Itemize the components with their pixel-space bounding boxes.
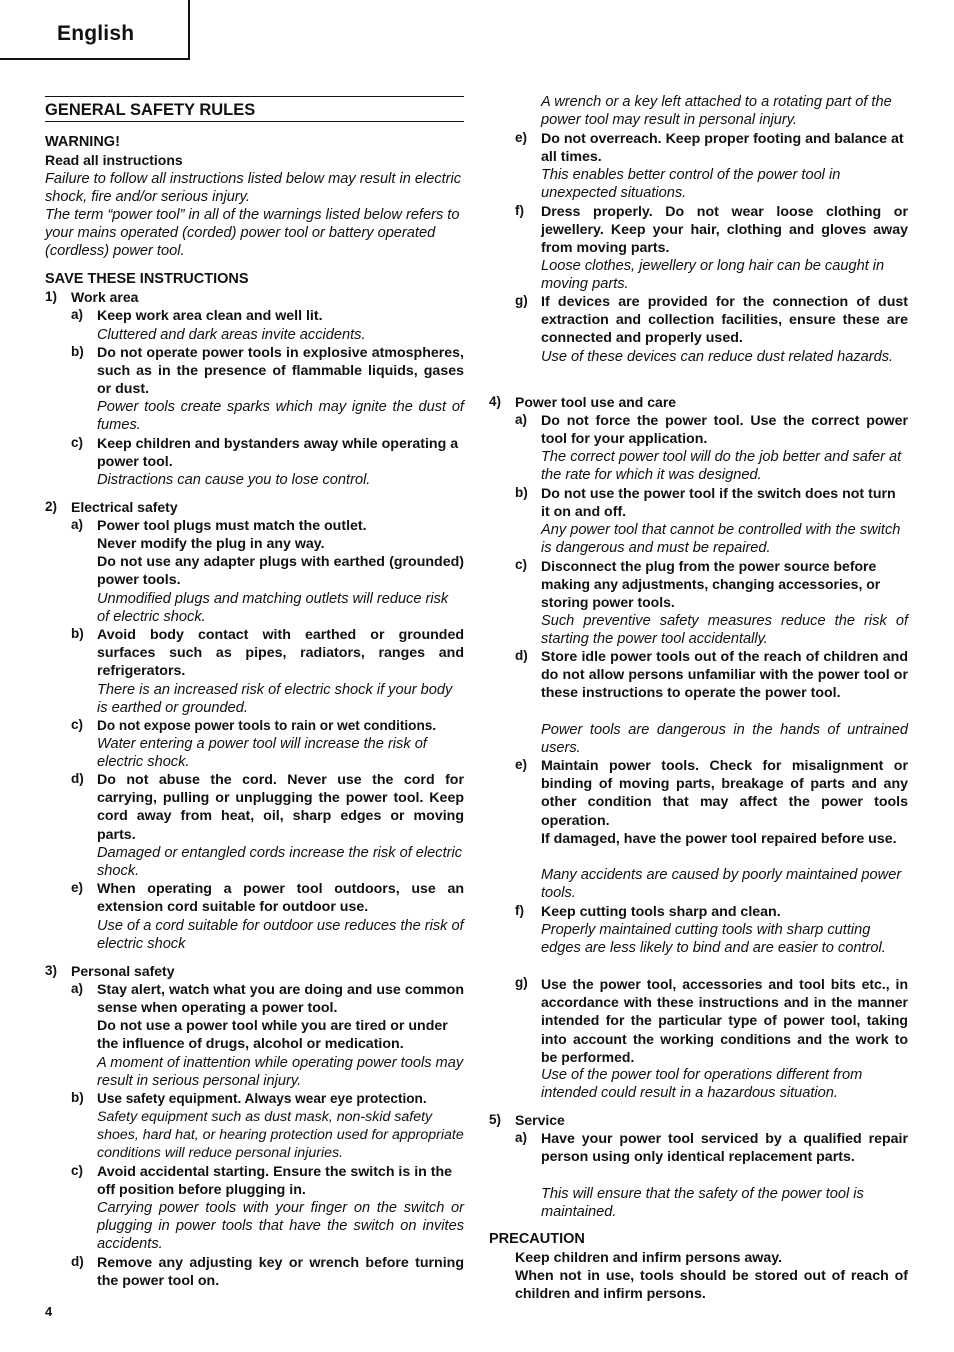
rule-text: Do not operate power tools in explosive atmospheres, such as in the presence of flammable liquids, gases or dust.: [97, 345, 464, 398]
rule-text: Do not overreach. Keep proper footing and balance at all times.: [541, 131, 904, 166]
rule-explanation: Distractions can cause you to lose control.: [97, 472, 371, 488]
item-label: a): [71, 307, 84, 322]
section-5-number: 5): [489, 1112, 502, 1127]
rule-text: Dress properly. Do not wear loose clothing or jewellery. Keep your hair, clothing and gloves away from moving parts.: [541, 204, 908, 257]
rule-explanation: Safety equipment such as dust mask, non-skid safety shoes, hard hat, or hearing protection used for appropriate conditions will reduce personal injuries.: [97, 1109, 464, 1162]
page-number: 4: [45, 1304, 53, 1319]
rule-text: Keep children and bystanders away while operating a power tool.: [97, 436, 459, 471]
rule-text: Store idle power tools out of the reach of children and do not allow persons unfamiliar with the power tool or these instructions to operate the power tool.: [541, 649, 908, 702]
item-label: c): [71, 435, 84, 450]
section-1-title: Work area: [71, 289, 139, 305]
item-label: a): [71, 981, 84, 996]
page-title: GENERAL SAFETY RULES: [45, 101, 256, 119]
rule-text: When operating a power tool outdoors, use an extension cord suitable for outdoor use.: [97, 881, 464, 916]
section-2-title: Electrical safety: [71, 499, 178, 515]
section-3-title: Personal safety: [71, 963, 175, 979]
rule-text: Power tool plugs must match the outlet.: [97, 518, 367, 534]
item-label: a): [515, 1130, 528, 1145]
rule-text: Avoid body contact with earthed or grounded surfaces such as pipes, radiators, ranges and refrigerators.: [97, 627, 464, 680]
rule-text: Do not abuse the cord. Never use the cord for carrying, pulling or unplugging the power tool. Keep cord away from heat, oil, sharp edges or moving parts.: [97, 772, 464, 843]
rule-explanation: Use of these devices can reduce dust related hazards.: [541, 349, 894, 365]
intro-paragraph-1: Failure to follow all instructions listed below may result in electric shock, fire and/or serious injury.: [45, 171, 462, 206]
item-label: c): [71, 1163, 84, 1178]
rule-text: Do not force the power tool. Use the correct power tool for your application.: [541, 413, 908, 448]
item-label: d): [71, 771, 84, 786]
item-label: e): [515, 757, 528, 772]
language-tab: [0, 0, 190, 60]
rule-text: Remove any adjusting key or wrench before turning the power tool on.: [97, 1255, 464, 1290]
rule-explanation: This enables better control of the power tool in unexpected situations.: [541, 167, 841, 202]
rule-text: Stay alert, watch what you are doing and use common sense when operating a power tool.: [97, 982, 464, 1017]
precaution-line-2: When not in use, tools should be stored out of reach of children and infirm persons.: [515, 1268, 908, 1303]
rule-explanation: Unmodified plugs and matching outlets will reduce risk of electric shock.: [97, 591, 449, 626]
rule-explanation: Use of a cord suitable for outdoor use reduces the risk of electric shock: [97, 918, 464, 953]
section-4-title: Power tool use and care: [515, 394, 677, 410]
rule-text: If devices are provided for the connection of dust extraction and collection facilities, ensure these are connected and properly used.: [541, 294, 908, 347]
rule-explanation: Water entering a power tool will increase the risk of electric shock.: [97, 736, 427, 771]
item-label: a): [515, 412, 528, 427]
item-label: b): [71, 626, 84, 641]
rule-explanation: This will ensure that the safety of the power tool is maintained.: [541, 1186, 864, 1221]
item-label: a): [71, 517, 84, 532]
item-label: d): [515, 648, 528, 663]
rule-text: Maintain power tools. Check for misalignment or binding of moving parts, breakage of parts and any other condition that may affect the power tools operation.: [541, 758, 908, 829]
rule-text: Do not expose power tools to rain or wet conditions.: [97, 718, 437, 733]
item-label: c): [71, 717, 84, 732]
rule-explanation: The correct power tool will do the job better and safer at the rate for which it was designed.: [541, 449, 902, 484]
rule-explanation: Power tools are dangerous in the hands of untrained users.: [541, 722, 908, 757]
rule-explanation: Many accidents are caused by poorly maintained power tools.: [541, 867, 902, 902]
rule-text: Use safety equipment. Always wear eye protection.: [97, 1091, 427, 1106]
rule-text: Keep work area clean and well lit.: [97, 308, 323, 324]
rule-text: Disconnect the plug from the power source before making any adjustments, changing accessories, or storing power tools.: [541, 558, 881, 611]
rule-explanation: Damaged or entangled cords increase the risk of electric shock.: [97, 845, 463, 880]
rule-text: Keep cutting tools sharp and clean.: [541, 904, 781, 920]
rule-text: Avoid accidental starting. Ensure the switch is in the off position before plugging in.: [97, 1164, 453, 1199]
read-instructions: Read all instructions: [45, 152, 183, 168]
rule-explanation: Properly maintained cutting tools with sharp cutting edges are less likely to bind and are easier to control.: [541, 922, 886, 957]
section-heading: [45, 96, 464, 122]
rule-explanation: Cluttered and dark areas invite accidents.: [97, 327, 366, 343]
item-label: g): [515, 975, 528, 990]
language-label: English: [57, 22, 135, 45]
rule-explanation: Such preventive safety measures reduce the risk of starting the power tool accidentally.: [541, 613, 908, 648]
rule-explanation: Any power tool that cannot be controlled with the switch is dangerous and must be repaired.: [541, 522, 901, 557]
item-label: b): [71, 344, 84, 359]
rule-text: Do not use a power tool while you are tired or under the influence of drugs, alcohol or medication.: [97, 1018, 448, 1053]
rule-text: Have your power tool serviced by a qualified repair person using only identical replacement parts.: [541, 1131, 908, 1166]
section-1-number: 1): [45, 289, 58, 304]
item-label: d): [71, 1254, 84, 1269]
item-label: b): [71, 1090, 84, 1105]
rule-explanation: Use of the power tool for operations different from intended could result in a hazardous situation.: [541, 1067, 863, 1102]
section-4-number: 4): [489, 394, 502, 409]
save-instructions: SAVE THESE INSTRUCTIONS: [45, 271, 249, 287]
item-label: f): [515, 203, 524, 218]
rule-explanation: There is an increased risk of electric shock if your body is earthed or grounded.: [97, 682, 453, 717]
item-label: e): [71, 880, 84, 895]
rule-text: Use the power tool, accessories and tool bits etc., in accordance with these instructions and in the manner intended for the particular type of power tool, taking into account the working conditions and the work to be performed.: [541, 976, 908, 1065]
intro-paragraph-2: The term “power tool” in all of the warnings listed below refers to your mains operated (corded) power tool or battery operated (cordless) power tool.: [45, 207, 460, 260]
precaution-line-1: Keep children and infirm persons away.: [515, 1250, 783, 1266]
section-5-title: Service: [515, 1112, 565, 1128]
rule-text: Do not use any adapter plugs with earthed (grounded) power tools.: [97, 554, 464, 589]
item-label: e): [515, 130, 528, 145]
item-label: c): [515, 557, 528, 572]
section-2-number: 2): [45, 499, 58, 514]
item-label: f): [515, 903, 524, 918]
rule-text: Never modify the plug in any way.: [97, 536, 325, 552]
rule-explanation: Loose clothes, jewellery or long hair can be caught in moving parts.: [541, 258, 885, 293]
precaution-title: PRECAUTION: [489, 1231, 585, 1247]
rule-explanation: Power tools create sparks which may ignite the dust of fumes.: [97, 399, 464, 434]
rule-text: If damaged, have the power tool repaired before use.: [541, 831, 897, 847]
rule-text: Do not use the power tool if the switch does not turn it on and off.: [541, 486, 896, 521]
section-3-number: 3): [45, 963, 58, 978]
rule-explanation: A wrench or a key left attached to a rotating part of the power tool may result in personal injury.: [541, 94, 892, 129]
item-label: b): [515, 485, 528, 500]
warning-label: WARNING!: [45, 134, 120, 150]
item-label: g): [515, 293, 528, 308]
rule-explanation: Carrying power tools with your finger on the switch or plugging in power tools that have the switch on invites accidents.: [97, 1200, 464, 1253]
rule-explanation: A moment of inattention while operating power tools may result in serious personal injury.: [97, 1055, 464, 1090]
